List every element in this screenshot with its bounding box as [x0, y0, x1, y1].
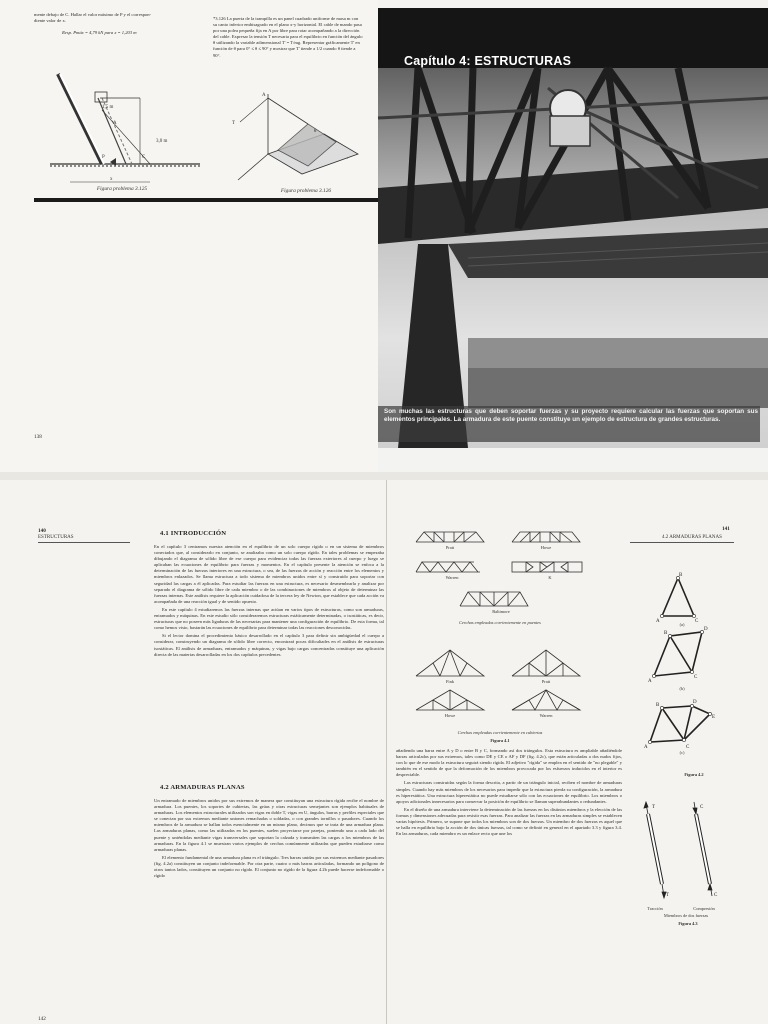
section-4-2-heading: 4.2 ARMADURAS PLANAS [160, 784, 245, 791]
label-c: C [142, 155, 146, 160]
node-a-b: A [648, 679, 652, 684]
label-x: x [110, 177, 113, 182]
page-number-138: 138 [34, 434, 42, 440]
intro-paragraph-2: En este capítulo 4 estudiaremos las fuerzas internas que actúan en varios tipos de estructuras, como son armaduras, entramados y máquinas. En este estudio sólo consideraremos estructuras estáticamente determinadas, o isostáticas, es decir, estructuras que no poseen más ligaduras de las necesarias para mantener una configuración de equilibrio. De esta forma, tal como hemos visto, bastarán las ecuaciones de equilibrio para determinar todas las reacciones desconocidas. [154, 606, 384, 631]
node-b-c: B [656, 703, 660, 708]
truss-label-warren-roof: Warren [539, 713, 553, 718]
force-c-top: C [700, 805, 704, 810]
compression-label: Compresión [693, 906, 715, 911]
figure-3-126 [228, 84, 368, 186]
roof-caption: Cerchas empleadas corrientemente en cubiertas [457, 730, 543, 735]
head-rule-141 [630, 542, 734, 543]
bridge-photo [378, 8, 768, 472]
chapter-title: Capítulo 4: ESTRUCTURAS [404, 54, 572, 68]
body-paragraph-1: añadiendo una barra entre A y D o entre B y C, formando así dos triángulos. Esta estructura es ampliable añadiéndole barras articuladas por sus extremos, tales como DE y CE o AF y DF (fig. 4.2c), que están articuladas a dos nudos fijos, con lo que de ese modo la estructura seguirá siendo rígida. El adjetivo "rígida" se emplea en el sentido de "no plegable" y también en el sentido de que la deformación de los miembros provocada por los esfuerzos inducidos en el interior es despreciable. [396, 748, 622, 778]
node-d-b: D [704, 627, 708, 632]
fig-4-3-label: Figura 4.3 [678, 921, 698, 926]
figure-4-2 [636, 572, 736, 772]
truss-fink-roof [416, 650, 484, 676]
body-paragraph-2: Las estructuras construidas según la forma descrita, a partir de un triángulo inicial, reciben el nombre de armaduras simples. Cuando hay más miembros de los necesarios para impedir que la estructura pierda su configuración, la armadura es hiperestática. Una estructura hiperestática no puede estudiarse sólo con las ecuaciones de equilibrio. Los miembros o apoyos adicionales innecesarios para conservar la posición de equilibrio se llaman superabundantes o redundantes. [396, 780, 622, 804]
truss-label-howe-roof: Howe [444, 713, 456, 718]
fig-3-125-label: Figura problema 3.125 [96, 186, 148, 192]
force-t-top: T [652, 805, 656, 810]
truss-k-bridge [512, 562, 582, 572]
node-c-c: C [686, 745, 690, 750]
node-c-b: C [694, 675, 698, 680]
planas-text [154, 798, 384, 881]
page-divider-bar [34, 198, 378, 202]
two-force-label: Miembros de dos fuerzas [663, 913, 709, 918]
page-number-140: 140 [38, 528, 46, 534]
dim-3m: 3,0 m [156, 139, 168, 144]
node-a-c: A [644, 745, 648, 750]
truss-label-warren: Warren [445, 575, 459, 580]
section-4-1-heading: 4.1 INTRODUCCIÓN [160, 530, 227, 537]
running-head-141: 4.2 ARMADURAS PLANAS [662, 535, 722, 540]
node-e-c: E [712, 715, 716, 720]
truss-warren-bridge [416, 562, 480, 572]
problem-text: mente debajo de C. Hallar el valor máximo de P y el correspon- diente valor de x. [34, 12, 152, 24]
truss-howe-roof [416, 690, 484, 710]
truss-howe-bridge [512, 532, 580, 542]
node-d-c: D [693, 700, 697, 705]
fig-3-126-label: Figura problema 3.126 [280, 188, 332, 194]
svg-text:T: T [232, 121, 236, 126]
force-t-bottom: T [666, 893, 670, 898]
planas-paragraph-2: El elemento fundamental de una armadura plana es el triángulo. Tres barras unidas por sus extremos mediante pasadores (fig. 4.2a) constituyen un conjunto indeformable. Por otra parte, cuatro o más barras articuladas, formando un polígono de otros tantos lados, constituyen un conjunto no rígido. El conjunto no rígido de la figura 4.2b puede hacerse indeformable o rígido [154, 854, 384, 879]
fig-4-2c-label: (c) [679, 750, 685, 755]
problem-answer: Resp. Pmáx = 4,79 kN para x = 1,203 m [62, 30, 137, 35]
label-a-126: A [262, 93, 266, 98]
truss-label-k: K [548, 575, 552, 580]
node-b-b: B [664, 631, 668, 636]
chapter-caption: Son muchas las estructuras que deben soportar fuerzas y su proyecto requiere calcular las fuerzas que soportan sus elementos principales. La armadura de este puente constituye un ejemplo de estructura de grandes estructuras. [384, 408, 758, 423]
figure-4-1 [410, 526, 610, 726]
page-139-photo [378, 8, 768, 472]
page-number-142-partial: 142 [38, 1016, 46, 1022]
node-b-a: B [679, 573, 683, 578]
planas-paragraph-1: Un entramado de miembros unidos por sus extremos de manera que constituyan una estructura rígida recibe el nombre de armadura. Los puentes, los soportes de cubiertas, las grúas y otras estructuras semejantes son ejemplos habituales de armaduras. Los elementos estructurales utilizados son vigas en doble T, vigas en U, ángulos, barras y perfiles especiales que se conectan por sus extremos mediante uniones remachadas o soldadas, o con grandes tornillos o pasadores. Cuando los miembros de la armadura se hallan todos esencialmente en un mismo plano, decimos que se trata de una armadura plana. Las armaduras planas, como las utilizadas en los puentes, suelen proyectarse por parejas, poniendo una a cada lado del puente y uniéndolas mediante vigas transversales que soportan la calzada y transmiten las cargas a los miembros de las armaduras. En la figura 4.1 se muestran varios ejemplos de cerchas comúnmente utilizadas que pueden estudiarse como armaduras planas. [154, 798, 384, 852]
head-rule-140 [38, 542, 130, 543]
page-number-141: 141 [722, 526, 730, 532]
running-head-140: ESTRUCTURAS [38, 535, 74, 540]
fig-4-2a-label: (a) [679, 622, 685, 627]
intro-text [154, 544, 384, 660]
truss-label-pratt: Pratt [445, 545, 455, 550]
force-c-bottom: C [714, 893, 718, 898]
truss-warren-roof [512, 690, 580, 710]
problem-126-text: *3.126 La puerta de la trampilla es un panel cuadrado uniforme de masa m con su canto inferior embisagrado en el plano x-y horizontal. El cable de mando pasa por una polea pequeña fija en A por libre para rotar acompañando a la dirección del cable. Expresar la tensión T necesaria para el equilibrio en función del ángulo θ utilizando la variable adimensional T' = T/mg. Representar gráficamente T' en función de θ para 0° ≤ θ ≤ 90° y mostrar que T' tiende a 1/2 cuando θ tiende a 90°. [213, 16, 363, 58]
intro-paragraph-3: Si el lector domina el procedimiento básico desarrollado en el capítulo 3 para definir sin ambigüedad el cuerpo a considerar, construyendo un diagrama de sólido libre correcto, encontrará pocas dificultades en el análisis de estructuras isostáticas. El análisis de armaduras, entramados y máquinas, y vigas bajo cargas concentradas constituye una aplicación directa de las materias desarrolladas en los dos capítulos precedentes. [154, 633, 384, 657]
tension-label: Tracción [647, 906, 663, 911]
fig-4-1-label: Figura 4.1 [490, 738, 510, 743]
page-138 [0, 0, 378, 472]
body-paragraph-3: En el diseño de una armadura interviene la determinación de las fuerzas en los distintos miembros y la elección de las formas y dimensiones adecuadas para resistir esas fuerzas. Para analizar las fuerzas en las armaduras simples se establecen varias hipótesis. Primero, se supone que todos los miembros son de dos fuerzas. Un miembro de dos fuerzas es aquel que se halla en equilibrio bajo la acción de dos únicas fuerzas, tal como se definió en general en el apartado 3.3 y figura 3.4. En las armaduras, cada miembro es un enlace recto que une los [396, 806, 622, 837]
bridge-caption: Cerchas empleadas corrientemente en puentes [459, 620, 541, 625]
fig-4-2b-label: (b) [679, 686, 685, 691]
fig-4-2-label: Figura 4.2 [684, 772, 704, 777]
truss-pratt-bridge [416, 532, 484, 542]
gutter-line [386, 480, 387, 1024]
label-p: P [102, 155, 105, 160]
truss-baltimore-bridge [460, 592, 528, 606]
label-theta: θ [314, 129, 317, 134]
intro-paragraph-1: En el capítulo 3 centramos nuestra atención en el equilibrio de un solo cuerpo rígido o en un sistema de miembros conectados que, al considerarlo en conjunto, se analizaba como un solo cuerpo rígido. En tales problemas se empezaba dibujando el diagrama de sólido libre de ese cuerpo para evidenciar todas las fuerzas exteriores al cuerpo y luego se aplicaban las ecuaciones de equilibrio para fuerzas y momentos. En el capítulo presente la atención se enfoca a la determinación de las fuerzas interiores en una estructura, o sea, de las fuerzas de acción y reacción entre los elementos y miembros enlazados. Se llama estructura a todo sistema de miembros unidos entre sí y construido para soportar con seguridad las cargas a él aplicadas. Para estudiar las fuerzas en una estructura, es necesario desmembrarla y analizar por separado el diagrama de sólido libre de cada miembro o de las combinaciones de miembros al objeto de determinar las fuerzas internas. Este análisis requiere la aplicación cuidadosa de la tercera ley de Newton, que establece que cada acción va acompañada de una reacción igual y de sentido opuesto. [154, 544, 384, 604]
truss-label-howe: Howe [540, 545, 552, 550]
label-a: A [113, 121, 117, 126]
figure-4-3 [632, 800, 732, 904]
page141-text [396, 748, 622, 839]
figure-3-125 [40, 44, 210, 190]
dim-1-5m: 1,5 m [102, 105, 114, 110]
truss-label-fink: Fink [445, 679, 455, 684]
truss-label-baltimore: Baltimore [492, 609, 510, 614]
node-a-a: A [656, 619, 660, 624]
truss-pratt-roof [512, 650, 580, 676]
truss-label-pratt-roof: Pratt [541, 679, 551, 684]
node-c-a: C [695, 619, 699, 624]
